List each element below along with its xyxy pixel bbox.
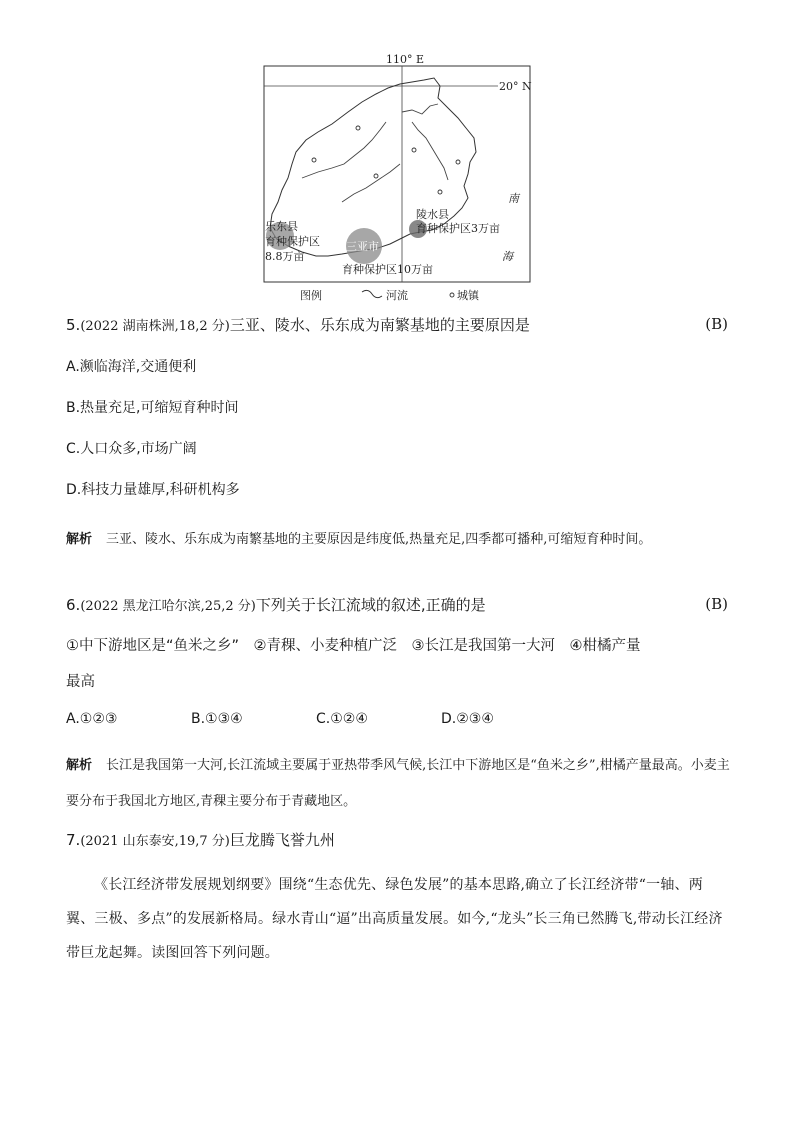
answer-5: (B): [705, 315, 728, 333]
question-stem: 三亚、陵水、乐东成为南繁基地的主要原因是: [229, 316, 530, 334]
lingshui-reserve-label: 育种保护区3万亩: [416, 222, 500, 235]
legend-river-label: 河流: [386, 289, 408, 302]
town-legend-icon: [450, 293, 454, 297]
option-a[interactable]: A.①②③: [66, 711, 118, 727]
option-d[interactable]: D.②③④: [441, 711, 494, 727]
river-legend-icon: [362, 290, 382, 297]
question-stem: 下列关于长江流域的叙述,正确的是: [255, 596, 486, 614]
statements-line-2: 最高: [66, 674, 95, 690]
lon-label: 110° E: [386, 53, 425, 66]
sea-label-south: 南: [508, 192, 519, 205]
ledong-area-label: 8.8万亩: [265, 250, 305, 263]
statements-line-1: ①中下游地区是“鱼米之乡” ②青稞、小麦种植广泛 ③长江是我国第一大河 ④柑橘产量: [66, 638, 641, 654]
question-number: 5.: [66, 316, 81, 334]
option-a[interactable]: A.濒临海洋,交通便利: [66, 359, 197, 375]
question-source: (2021 山东泰安,19,7 分): [80, 834, 230, 849]
town-marker: [312, 158, 316, 162]
legend-town-label: 城镇: [457, 289, 479, 302]
explanation-text: 长江是我国第一大河,长江流域主要属于亚热带季风气候,长江中下游地区是“鱼米之乡”,柑橘产量最高。小麦主要分布于我国北方地区,青稞主要分布于青藏地区。: [66, 758, 730, 809]
question-number: 6.: [66, 596, 81, 614]
ledong-reserve-label: 育种保护区: [265, 235, 320, 248]
town-marker: [412, 148, 416, 152]
sanya-reserve-label: 育种保护区10万亩: [342, 263, 433, 276]
sea-label-sea: 海: [502, 250, 513, 263]
question-7: [66, 830, 335, 852]
town-marker: [374, 174, 378, 178]
lat-label: 20° N: [499, 80, 532, 93]
option-c[interactable]: C.人口众多,市场广阔: [66, 441, 197, 457]
explanation-tag: 解析: [66, 758, 93, 773]
hainan-map-figure: [262, 52, 534, 304]
explanation-tag: 解析: [66, 532, 93, 547]
town-marker: [356, 126, 360, 130]
question-7-passage: 《长江经济带发展规划纲要》围绕“生态优先、绿色发展”的基本思路,确立了长江经济带“一轴、两翼、三极、多点”的发展新格局。绿水青山“逼”出高质量发展。如今,“龙头”长三角已然腾飞,带动长江经济带巨龙起舞。读图回答下列问题。: [66, 877, 723, 961]
town-marker: [438, 190, 442, 194]
option-b[interactable]: B.热量充足,可缩短育种时间: [66, 400, 239, 416]
question-source: (2022 黑龙江哈尔滨,25,2 分): [80, 599, 256, 614]
sanya-label: 三亚市: [346, 240, 379, 253]
option-b[interactable]: B.①③④: [191, 711, 243, 727]
explanation-5: [66, 522, 730, 558]
option-d[interactable]: D.科技力量雄厚,科研机构多: [66, 482, 240, 498]
town-marker: [456, 160, 460, 164]
question-source: (2022 湖南株洲,18,2 分): [80, 319, 230, 334]
lingshui-label: 陵水县: [416, 208, 449, 221]
question-number: 7.: [66, 831, 81, 849]
question-6: [66, 595, 486, 617]
answer-6: (B): [705, 595, 728, 613]
legend-title: 图例: [300, 289, 322, 302]
question-stem: 巨龙腾飞誉九州: [229, 831, 335, 849]
explanation-text: 三亚、陵水、乐东成为南繁基地的主要原因是纬度低,热量充足,四季都可播种,可缩短育种时间。: [106, 532, 652, 547]
explanation-6: [66, 748, 730, 820]
option-c[interactable]: C.①②④: [316, 711, 368, 727]
question-5: [66, 315, 530, 337]
ledong-label: 乐东县: [265, 220, 298, 233]
